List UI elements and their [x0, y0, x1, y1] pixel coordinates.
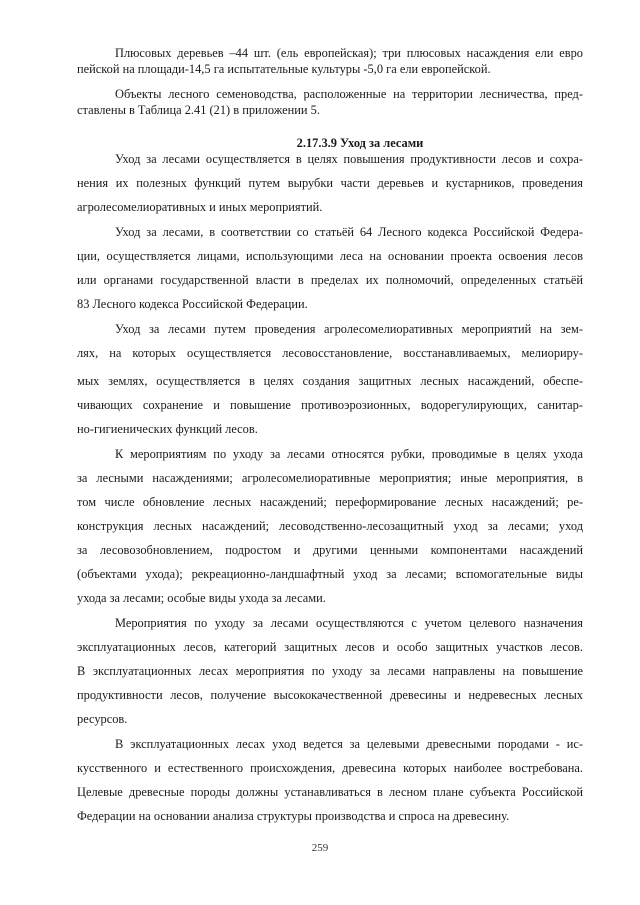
paragraph [77, 86, 583, 118]
paragraph [77, 151, 583, 215]
text-line: В эксплуатационных лесах уход ведется за целевыми древесными породами - ис- [115, 737, 583, 751]
paragraph [77, 45, 583, 77]
text-line: лях, на которых осуществляется лесовосстановление, восстанавливаемых, мелиориру- [77, 346, 583, 360]
text-line: Уход за лесами осуществляется в целях повышения продуктивности лесов и сохра- [115, 152, 583, 166]
text-line: эксплуатационных лесов, категорий защитных лесов и особо защитных участков лесов. [77, 640, 583, 654]
text-line: ставлены в Таблица 2.41 (21) в приложении 5. [77, 103, 320, 117]
paragraph [77, 615, 583, 727]
text-line: пейской на площади-14,5 га испытательные культуры -5,0 га ели европейской. [77, 62, 491, 76]
text-line: Объекты лесного семеноводства, расположенные на территории лесничества, пред- [115, 87, 583, 101]
text-line: чивающих сохранение и повышение противоэрозионных, водорегулирующих, санитар- [77, 398, 583, 412]
text-line: нения их полезных функций путем вырубки части деревьев и кустарников, проведения [77, 176, 583, 190]
text-line: Уход за лесами путем проведения агролесомелиоративных мероприятий на зем- [115, 322, 583, 336]
text-line: Федерации на основании анализа структуры производства и спроса на древесину. [77, 809, 510, 823]
text-line: том числе обновление лесных насаждений; переформирование лесных насаждений; ре- [77, 495, 583, 509]
text-line: конструкция лесных насаждений; лесоводственно-лесозащитный уход за лесами; уход [77, 519, 583, 533]
text-line: ухода за лесами; особые виды ухода за лесами. [77, 591, 326, 605]
text-line: (объектами ухода); рекреационно-ландшафтный уход за лесами; вспомогательные виды [77, 567, 583, 581]
page-number: 259 [311, 842, 329, 854]
text-line: Уход за лесами, в соответствии со статьёй 64 Лесного кодекса Российской Федера- [115, 225, 583, 239]
text-line: ресурсов. [77, 712, 128, 726]
section-heading: 2.17.3.9 Уход за лесами [296, 136, 424, 150]
text-line: 83 Лесного кодекса Российской Федерации. [77, 297, 308, 311]
text-line: кусственного и естественного происхождения, древесина которых наиболее востребована. [77, 761, 583, 775]
text-line: или органами государственной власти в пределах их полномочий, определенных статьёй [77, 273, 583, 287]
text-line: агролесомелиоративных и иных мероприятий. [77, 200, 323, 214]
text-line: Плюсовых деревьев –44 шт. (ель европейская); три плюсовых насаждения ели евро [115, 46, 583, 60]
paragraph [77, 321, 583, 437]
paragraph [77, 446, 583, 606]
text-line: за лесными насаждениями; агролесомелиоративные мероприятия; иные мероприятия, в [77, 471, 583, 485]
text-line: Целевые древесные породы должны устанавливаться в лесном плане субъекта Российской [77, 785, 583, 799]
text-line: Мероприятия по уходу за лесами осуществляются с учетом целевого назначения [115, 616, 583, 630]
paragraph [77, 736, 583, 824]
text-line: В эксплуатационных лесах мероприятия по уходу за лесами направлены на повышение [77, 664, 583, 678]
text-line: продуктивности лесов, получение высококачественной древесины и недревесных лесных [77, 688, 583, 702]
text-line: мых землях, осуществляется в целях создания защитных лесных насаждений, обеспе- [77, 374, 583, 388]
document-page [77, 45, 583, 824]
text-line: ции, осуществляется лицами, использующими леса на основании проекта освоения лесов [77, 249, 583, 263]
paragraph [77, 224, 583, 312]
text-line: за лесовозобновлением, подростом и другими ценными компонентами насаждений [77, 543, 583, 557]
text-line: но-гигиенических функций лесов. [77, 422, 258, 436]
text-line: К мероприятиям по уходу за лесами относятся рубки, проводимые в целях ухода [115, 447, 583, 461]
